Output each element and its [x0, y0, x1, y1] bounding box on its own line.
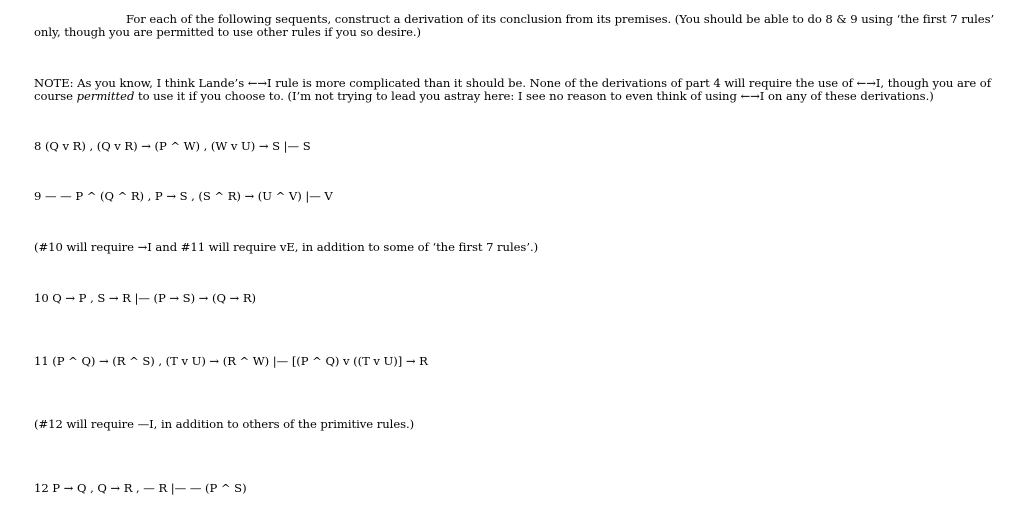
intro-paragraph: For each of the following sequents, construct a derivation of its conclusion from its premises. (You should be able to do 8 & 9 using ‘the first 7 rules’ only, though you are permitted to use other rules if you so desire.) — [34, 12, 995, 39]
sequent-11: 11 (P ^ Q) → (R ^ S) , (T v U) → (R ^ W) |— [(P ^ Q) v ((T v U)] → R — [34, 354, 428, 368]
sequent-8: 8 (Q v R) , (Q v R) → (P ^ W) , (W v U) → S |— S — [34, 139, 311, 153]
sequent-9: 9 — — P ^ (Q ^ R) , P → S , (S ^ R) → (U ^ V) |— V — [34, 189, 333, 203]
note-emphasis: permitted — [76, 89, 135, 103]
remark-12: (#12 will require —I, in addition to others of the primitive rules.) — [34, 417, 415, 431]
sequent-10: 10 Q → P , S → R |— (P → S) → (Q → R) — [34, 291, 256, 305]
note-paragraph — [34, 77, 1018, 103]
sequent-12: 12 P → Q , Q → R , — R |— — (P ^ S) — [34, 481, 247, 495]
note-text-start: NOTE: As you know, I think Lande’s ←→I rule is more complicated than it should be. None of the derivations of part 4 will require the use of ←→I, though you are of course — [34, 76, 991, 103]
note-text-end: to use it if you choose to. (I’m not trying to lead you astray here: I see no reason to even think of using ←→I on any of these derivations.) — [134, 89, 934, 103]
remark-10-11: (#10 will require →I and #11 will require vE, in addition to some of ‘the first 7 rules’.) — [34, 240, 539, 254]
